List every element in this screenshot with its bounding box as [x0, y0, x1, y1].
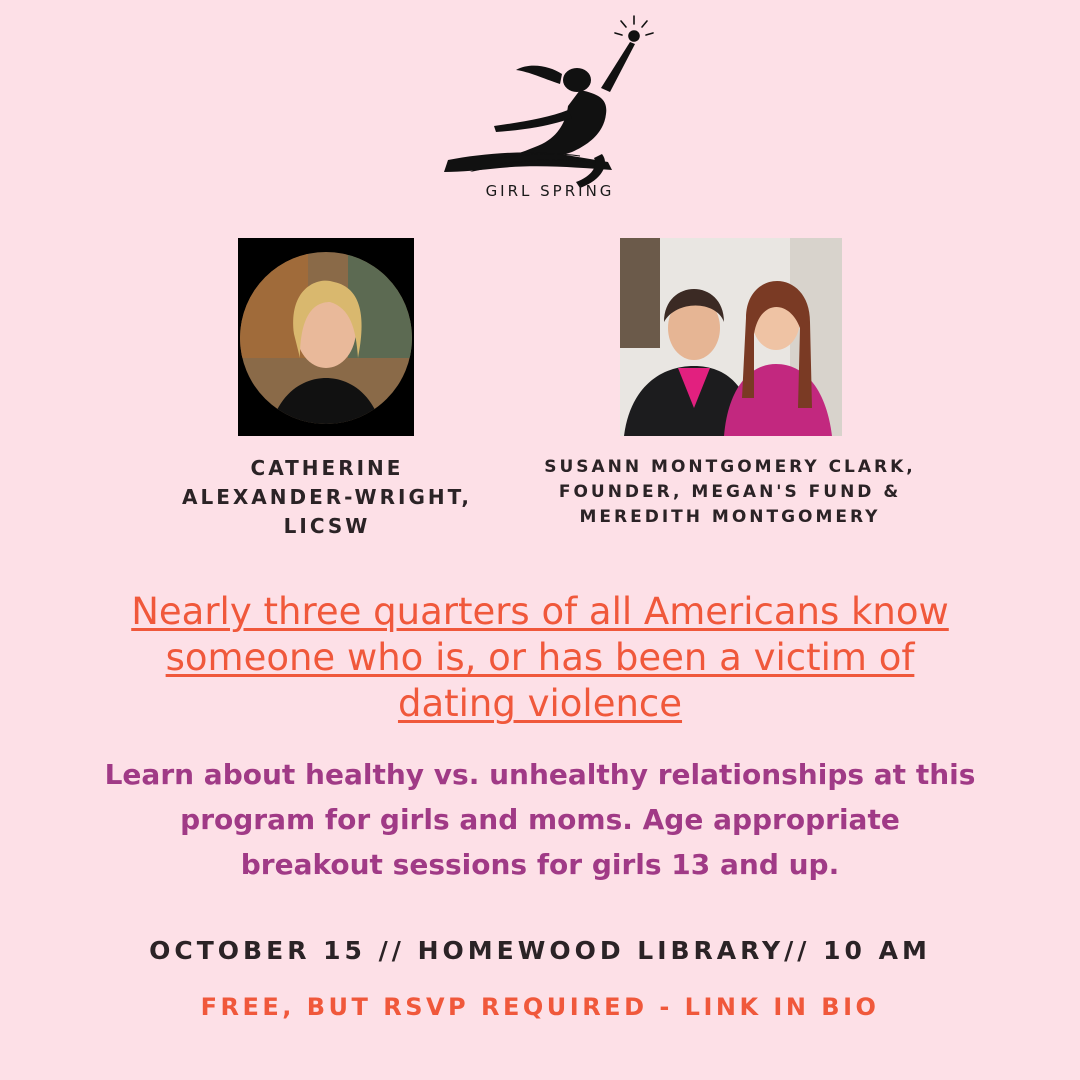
speaker-name-line: MEREDITH MONTGOMERY [579, 507, 881, 527]
rsvp-note: FREE, BUT RSVP REQUIRED - LINK IN BIO [200, 993, 880, 1021]
description-line: breakout sessions for girls 13 and up. [240, 848, 840, 881]
headline-statistic [40, 589, 1040, 727]
speaker-name-susann-meredith [500, 455, 960, 530]
girl-spring-logo [430, 14, 670, 200]
speaker-name-line: ALEXANDER-WRIGHT, [181, 485, 473, 509]
description-line: program for girls and moms. Age appropriate [180, 803, 900, 836]
speaker-name-line: CATHERINE [250, 456, 404, 480]
headline-line: someone who is, or has been a victim of [165, 636, 915, 679]
program-description [30, 752, 1050, 887]
headline-line: Nearly three quarters of all Americans know [131, 590, 949, 633]
leaping-girl-logo-icon [430, 14, 670, 200]
description-line: Learn about healthy vs. unhealthy relationships at this [104, 758, 976, 791]
event-details: OCTOBER 15 // HOMEWOOD LIBRARY// 10 AM [149, 936, 931, 965]
speaker-name-line: SUSANN MONTGOMERY CLARK, [544, 457, 916, 477]
speaker-name-catherine [150, 454, 504, 541]
speaker-photo-susann-meredith [620, 238, 842, 436]
speaker-name-line: LICSW [283, 514, 371, 538]
speaker-name-line: FOUNDER, MEGAN'S FUND & [558, 482, 902, 502]
speaker-photo-catherine [238, 238, 414, 436]
headline-line: dating violence [397, 682, 683, 725]
logo-wordmark: GIRL SPRING [485, 182, 615, 200]
